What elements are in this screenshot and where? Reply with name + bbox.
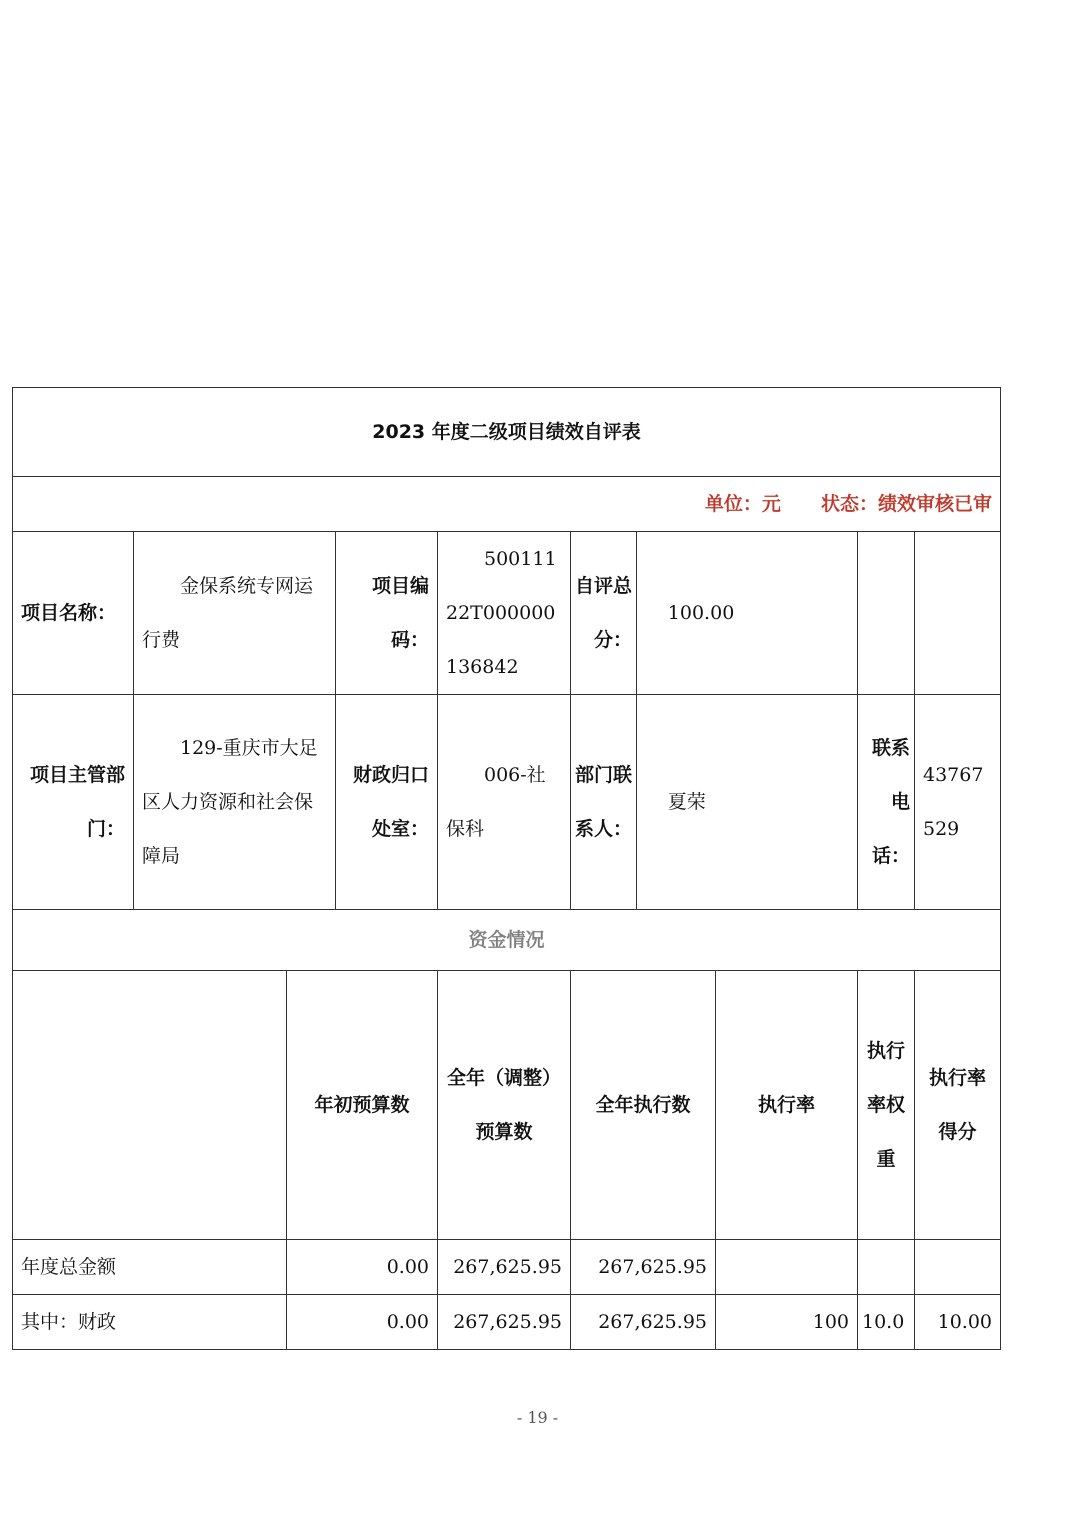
project-code-value: 50011122T000000136842 <box>438 532 571 695</box>
project-name-label: 项目名称： <box>13 532 134 695</box>
row-rate: 100 <box>716 1295 858 1350</box>
unit-label: 单位：元 <box>704 493 781 515</box>
funds-section-title: 资金情况 <box>13 910 1001 971</box>
score-value: 100.00 <box>637 532 858 695</box>
header-initial-budget: 年初预算数 <box>287 971 438 1240</box>
row-weight <box>858 1240 915 1295</box>
project-name-value: 金保系统专网运行费 <box>134 532 336 695</box>
phone-value: 43767529 <box>915 695 1001 910</box>
row-score <box>915 1240 1001 1295</box>
form-title: 2023 年度二级项目绩效自评表 <box>13 388 1001 477</box>
row-initial: 0.00 <box>287 1240 438 1295</box>
header-adjusted-budget: 全年（调整）预算数 <box>438 971 571 1240</box>
header-execution-rate: 执行率 <box>716 971 858 1240</box>
row-executed: 267,625.95 <box>571 1295 716 1350</box>
status-label: 状态：绩效审核已审 <box>821 493 993 515</box>
department-value: 129-重庆市大足区人力资源和社会保障局 <box>134 695 336 910</box>
funds-header-blank <box>13 971 287 1240</box>
row-initial: 0.00 <box>287 1295 438 1350</box>
empty-cell <box>858 532 915 695</box>
page-number: - 19 - <box>516 1408 559 1427</box>
row-adjusted: 267,625.95 <box>438 1240 571 1295</box>
performance-form <box>12 387 1001 1350</box>
row-rate <box>716 1240 858 1295</box>
row-executed: 267,625.95 <box>571 1240 716 1295</box>
empty-cell <box>915 532 1001 695</box>
header-rate-score: 执行率得分 <box>915 971 1001 1240</box>
unit-status-row <box>13 477 1001 532</box>
finance-office-label: 财政归口处室： <box>336 695 438 910</box>
contact-value: 夏荣 <box>637 695 858 910</box>
contact-label: 部门联系人： <box>571 695 637 910</box>
row-adjusted: 267,625.95 <box>438 1295 571 1350</box>
department-label: 项目主管部门： <box>13 695 134 910</box>
score-label: 自评总分： <box>571 532 637 695</box>
row-weight: 10.0 <box>858 1295 915 1350</box>
header-executed: 全年执行数 <box>571 971 716 1240</box>
row-score: 10.00 <box>915 1295 1001 1350</box>
header-rate-weight: 执行率权重 <box>858 971 915 1240</box>
project-code-label: 项目编码： <box>336 532 438 695</box>
phone-label: 联系电话： <box>858 695 915 910</box>
finance-office-value: 006-社保科 <box>438 695 571 910</box>
row-label: 年度总金额 <box>13 1240 287 1295</box>
row-label: 其中：财政 <box>13 1295 287 1350</box>
